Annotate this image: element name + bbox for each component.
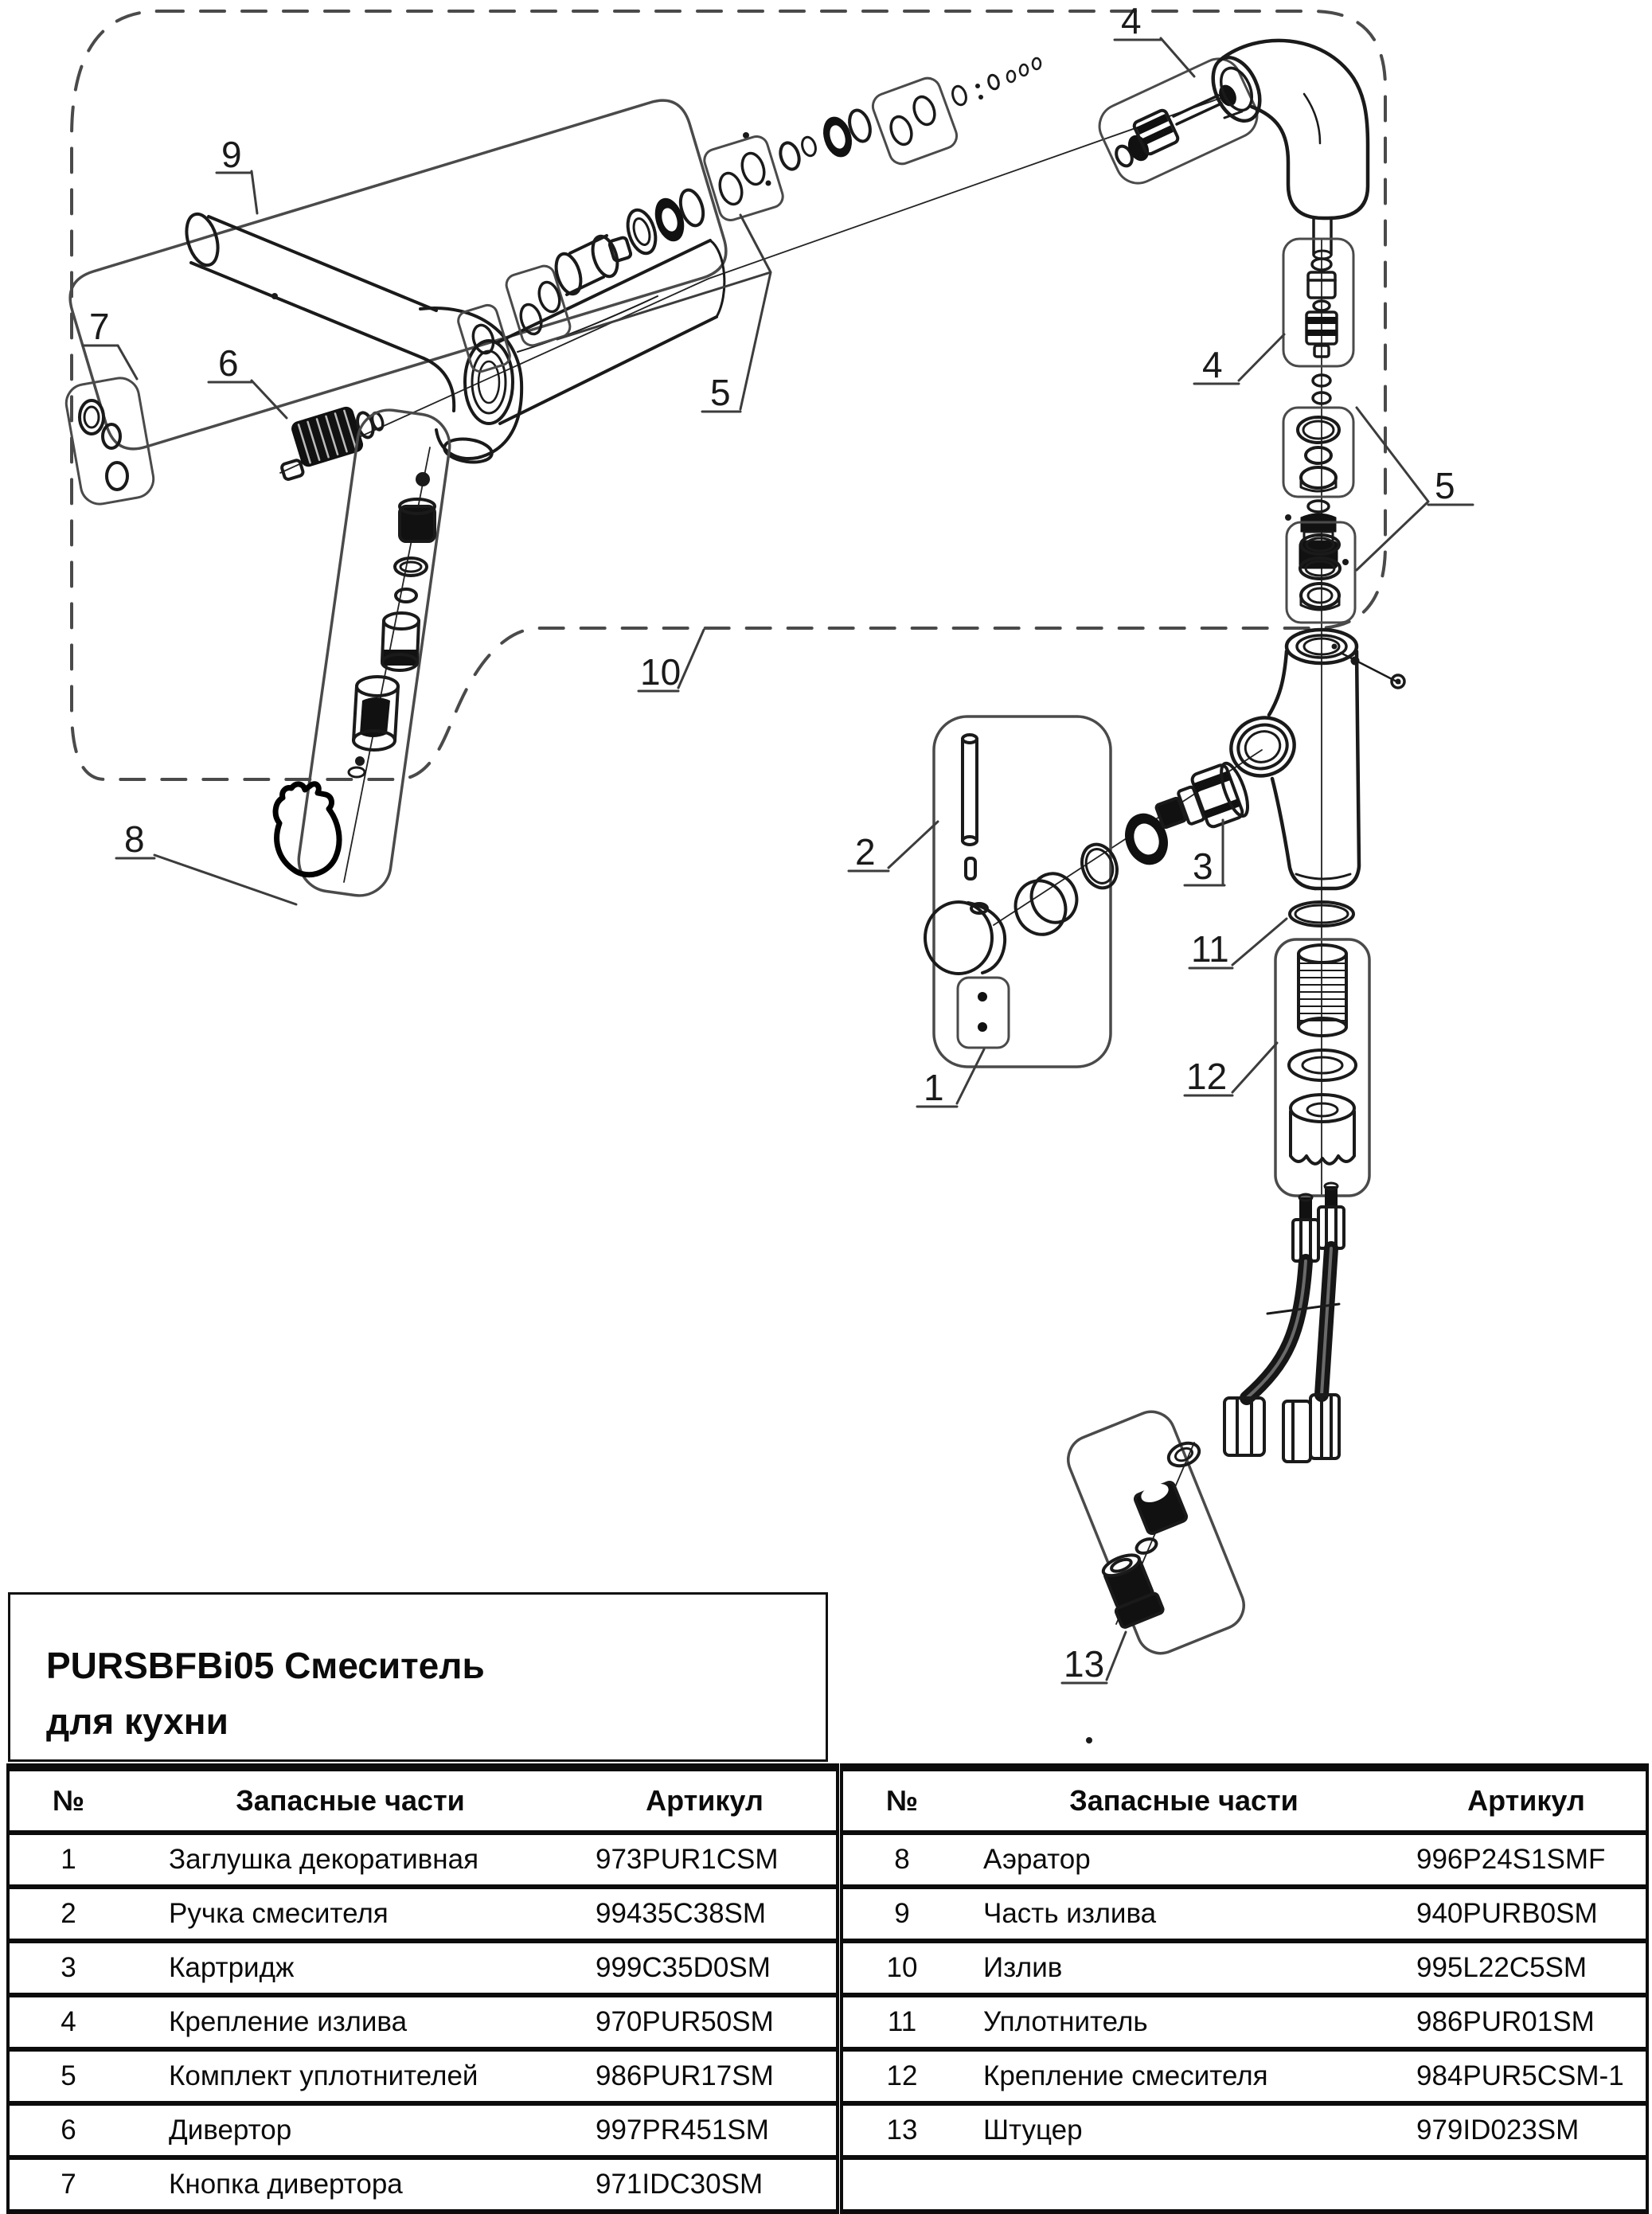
table-row: [842, 1941, 1647, 1995]
cell-part: Комплект уплотнителей: [127, 2049, 573, 2103]
callout-5-right: 5: [1435, 465, 1455, 506]
cartridge-part: [1150, 760, 1253, 843]
table-row: [8, 1887, 838, 1941]
cell-part: Уплотнитель: [961, 1995, 1407, 2049]
header-num: №: [842, 1767, 961, 1833]
spout-bend-tube: [1204, 41, 1368, 259]
header-article: Артикул: [573, 1767, 838, 1833]
table-row-empty: [842, 2157, 1647, 2212]
handle-cap-and-rings: [1008, 810, 1173, 942]
table-row: [842, 2103, 1647, 2157]
cell-article: 984PUR5CSM-1: [1407, 2049, 1647, 2103]
header-article: Артикул: [1407, 1767, 1647, 1833]
callout-4-top: 4: [1121, 0, 1142, 41]
cell-article: 979ID023SM: [1407, 2103, 1647, 2157]
table-row: [842, 2049, 1647, 2103]
cell-num: 11: [842, 1995, 961, 2049]
table-header-row: [842, 1767, 1647, 1833]
header-part: Запасные части: [127, 1767, 573, 1833]
cell-num: 4: [8, 1995, 127, 2049]
axis-line-main: [280, 94, 1232, 473]
cell-num: 9: [842, 1887, 961, 1941]
callout-12: 12: [1186, 1056, 1228, 1097]
callout-3: 3: [1193, 845, 1213, 887]
cell-part: Дивертор: [127, 2103, 573, 2157]
parts-table-right: [840, 1763, 1649, 2214]
spout-part-group-box: [70, 100, 726, 449]
cell-article: 999C35D0SM: [573, 1941, 838, 1995]
cell-article: 995L22C5SM: [1407, 1941, 1647, 1995]
header-part: Запасные части: [961, 1767, 1407, 1833]
fitting-box: [1061, 1404, 1251, 1660]
callout-7: 7: [89, 306, 110, 347]
table-row: [842, 1887, 1647, 1941]
cell-part: Аэратор: [961, 1833, 1407, 1887]
table-row: [8, 2157, 838, 2212]
spout-inner-parts: [552, 58, 1041, 297]
cell-num: 7: [8, 2157, 127, 2212]
header-num: №: [8, 1767, 127, 1833]
mounting-set-box: [1275, 939, 1369, 1196]
cell-part: Излив: [961, 1941, 1407, 1995]
title-box: [8, 1592, 828, 1762]
cell-num: 8: [842, 1833, 961, 1887]
cell-num: 12: [842, 2049, 961, 2103]
cell-article: 971IDC30SM: [573, 2157, 838, 2212]
cell-article: 986PUR01SM: [1407, 1995, 1647, 2049]
table-row: [8, 1995, 838, 2049]
cell-part: Заглушка декоративная: [127, 1833, 573, 1887]
set-screw: [1332, 644, 1405, 689]
table-row: [8, 1941, 838, 1995]
spout-mount-box-right: [1283, 239, 1353, 366]
callout-6: 6: [218, 342, 239, 384]
table-header-row: [8, 1767, 838, 1833]
table-row: [842, 1995, 1647, 2049]
callout-13: 13: [1064, 1643, 1105, 1685]
supply-hoses: [1224, 1183, 1344, 1462]
faucet-body: [1224, 630, 1359, 888]
callout-10: 10: [640, 651, 681, 693]
cell-num: 5: [8, 2049, 127, 2103]
product-code-title: PURSBFBi05 Смеситель: [46, 1645, 485, 1686]
cell-article: 986PUR17SM: [573, 2049, 838, 2103]
cell-num: 10: [842, 1941, 961, 1995]
seal-kit-box-upper: [1283, 408, 1353, 497]
cell-part: Крепление излива: [127, 1995, 573, 2049]
cell-article: 997PR451SM: [573, 2103, 838, 2157]
seal-box-d: [869, 75, 960, 168]
table-row: [842, 1833, 1647, 1887]
stray-dot: [1086, 1737, 1092, 1743]
cell-num: 13: [842, 2103, 961, 2157]
cell-num: 3: [8, 1941, 127, 1995]
table-row: [8, 1833, 838, 1887]
cell-part: Картридж: [127, 1941, 573, 1995]
callout-11: 11: [1191, 928, 1229, 970]
callout-1: 1: [924, 1067, 944, 1108]
cell-part: Крепление смесителя: [961, 2049, 1407, 2103]
table-row: [8, 2103, 838, 2157]
callout-8: 8: [124, 818, 145, 860]
callout-9: 9: [221, 134, 242, 175]
callout-2: 2: [855, 831, 876, 873]
divertor-part: [270, 398, 390, 480]
cell-article: 940PURB0SM: [1407, 1887, 1647, 1941]
parts-table-left: [6, 1763, 839, 2214]
cell-article: 973PUR1CSM: [573, 1833, 838, 1887]
cell-num: 2: [8, 1887, 127, 1941]
cell-article: 99435C38SM: [573, 1887, 838, 1941]
aerator-group: [275, 406, 454, 900]
seal-kit-box-lower: [1287, 522, 1355, 623]
cell-article: 996P24S1SMF: [1407, 1833, 1647, 1887]
callout-5-left: 5: [710, 372, 731, 413]
table-row: [8, 2049, 838, 2103]
divertor-button-box: [64, 375, 157, 507]
cell-num: 1: [8, 1833, 127, 1887]
cell-part: Кнопка дивертора: [127, 2157, 573, 2212]
cell-part: Часть излива: [961, 1887, 1407, 1941]
cell-part: Ручка смесителя: [127, 1887, 573, 1941]
cell-part: Штуцер: [961, 2103, 1407, 2157]
callout-4-right: 4: [1202, 344, 1223, 385]
product-title-line2: для кухни: [46, 1701, 228, 1742]
cell-article: 970PUR50SM: [573, 1995, 838, 2049]
cell-num: 6: [8, 2103, 127, 2157]
